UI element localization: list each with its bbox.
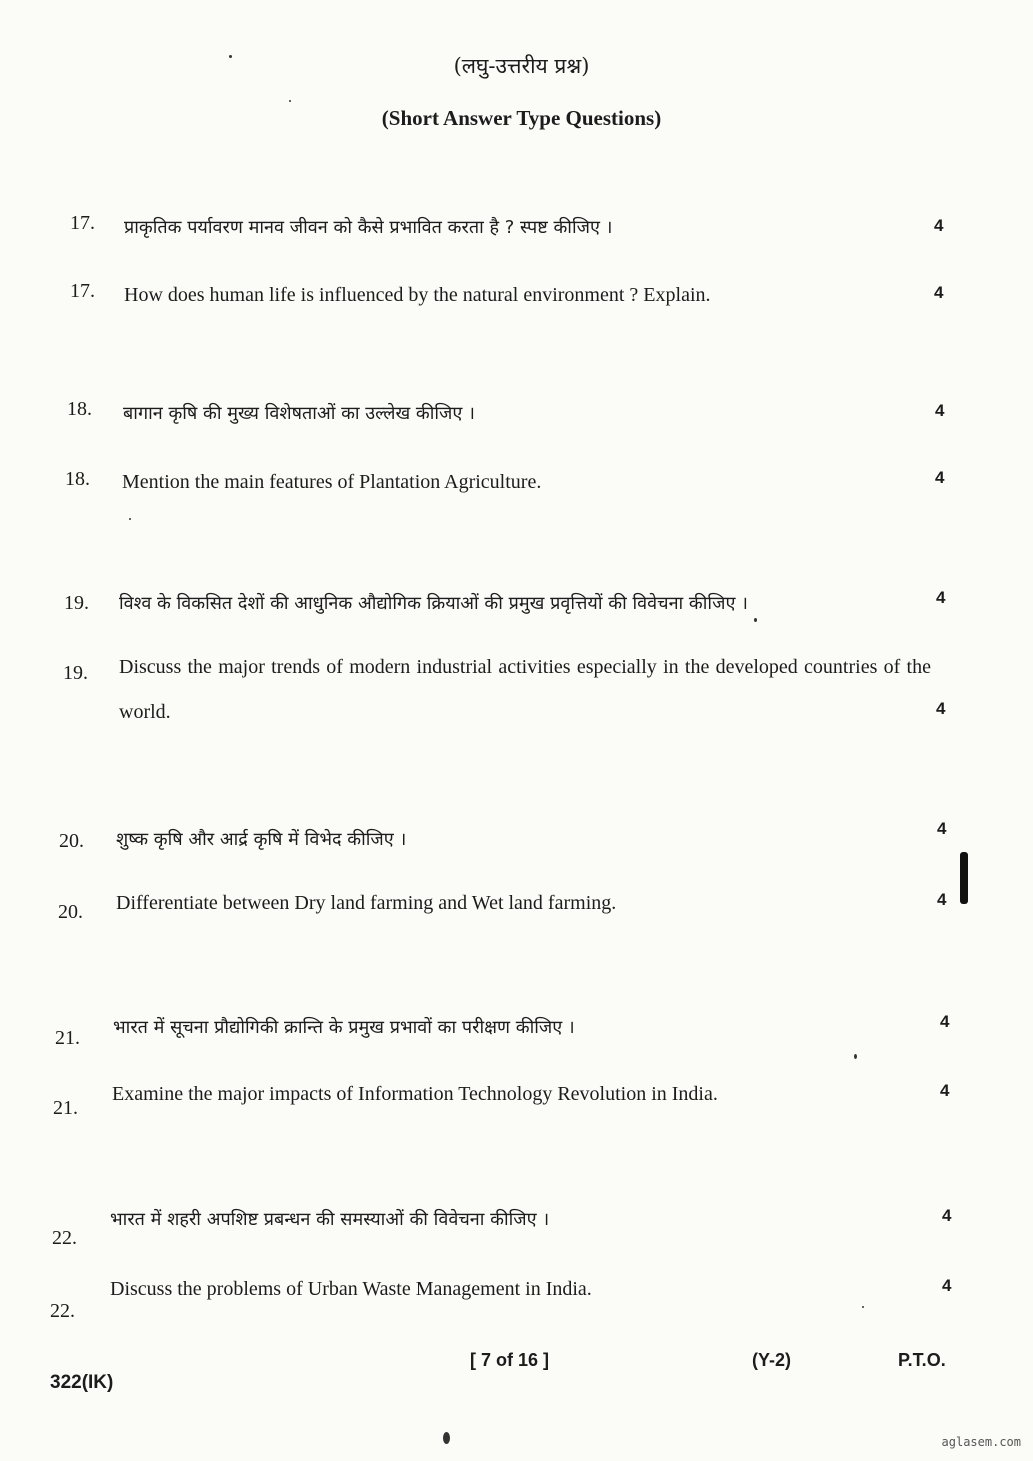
question-marks: 4	[940, 1012, 950, 1031]
question-number: 21.	[55, 1027, 80, 1049]
scan-speck	[854, 1054, 857, 1059]
question-text: भारत में सूचना प्रौद्योगिकी क्रान्ति के प्रमुख प्रभावों का परीक्षण कीजिए ।	[113, 1017, 575, 1038]
question-number: 22.	[50, 1300, 75, 1322]
question-marks: 4	[934, 283, 944, 302]
question-number: 21.	[53, 1097, 78, 1119]
scan-speck	[229, 55, 232, 58]
question-text: Examine the major impacts of Information Technology Revolution in India.	[112, 1083, 718, 1105]
scan-edge-mark	[960, 852, 968, 904]
question-text: Discuss the problems of Urban Waste Management in India.	[110, 1278, 592, 1300]
question-number: 17.	[70, 280, 95, 302]
question-text: How does human life is influenced by the natural environment ? Explain.	[124, 284, 711, 306]
question-text: प्राकृतिक पर्यावरण मानव जीवन को कैसे प्रभावित करता है ? स्पष्ट कीजिए ।	[124, 217, 613, 238]
page-number: [ 7 of 16 ]	[470, 1350, 550, 1370]
pto-label: P.T.O.	[898, 1350, 946, 1370]
question-text: Differentiate between Dry land farming and Wet land farming.	[116, 892, 617, 914]
question-number: 22.	[52, 1227, 77, 1249]
section-heading-english: (Short Answer Type Questions)	[381, 106, 662, 130]
question-number: 19.	[64, 592, 89, 614]
scan-speck	[862, 1306, 864, 1308]
question-marks: 4	[937, 819, 947, 838]
question-text: Discuss the major trends of modern industrial activities especially in the developed countries of the world.	[119, 656, 931, 723]
question-marks: 4	[940, 1081, 950, 1100]
question-text: विश्व के विकसित देशों की आधुनिक औद्योगिक क्रियाओं की प्रमुख प्रवृत्तियों की विवेचना कीजिए ।	[119, 593, 748, 614]
question-number: 20.	[58, 901, 83, 923]
question-number: 20.	[59, 830, 84, 852]
question-text: बागान कृषि की मुख्य विशेषताओं का उल्लेख कीजिए ।	[123, 403, 475, 424]
scan-speck	[754, 618, 757, 622]
question-marks: 4	[935, 468, 945, 487]
question-marks: 4	[942, 1206, 952, 1225]
question-text: Mention the main features of Plantation Agriculture.	[122, 471, 542, 493]
paper-code: 322(IK)	[50, 1372, 114, 1393]
section-heading-hindi: (लघु-उत्तरीय प्रश्न)	[453, 54, 590, 78]
scan-speck	[289, 100, 291, 102]
question-text: शुष्क कृषि और आर्द्र कृषि में विभेद कीजिए ।	[116, 829, 407, 850]
question-text: भारत में शहरी अपशिष्ट प्रबन्धन की समस्याओं की विवेचना कीजिए ।	[110, 1209, 550, 1230]
question-marks: 4	[937, 890, 947, 909]
question-marks: 4	[936, 699, 946, 718]
question-number: 18.	[65, 468, 90, 490]
question-number: 19.	[63, 662, 88, 684]
question-number: 18.	[67, 398, 92, 420]
question-marks: 4	[942, 1276, 952, 1295]
scan-speck	[129, 518, 131, 520]
question-number: 17.	[70, 212, 95, 234]
question-marks: 4	[936, 588, 946, 607]
watermark: aglasem.com	[941, 1435, 1021, 1449]
question-marks: 4	[935, 401, 945, 420]
question-marks: 4	[934, 216, 944, 235]
series-code: (Y-2)	[752, 1350, 792, 1370]
scan-speck	[443, 1432, 450, 1444]
